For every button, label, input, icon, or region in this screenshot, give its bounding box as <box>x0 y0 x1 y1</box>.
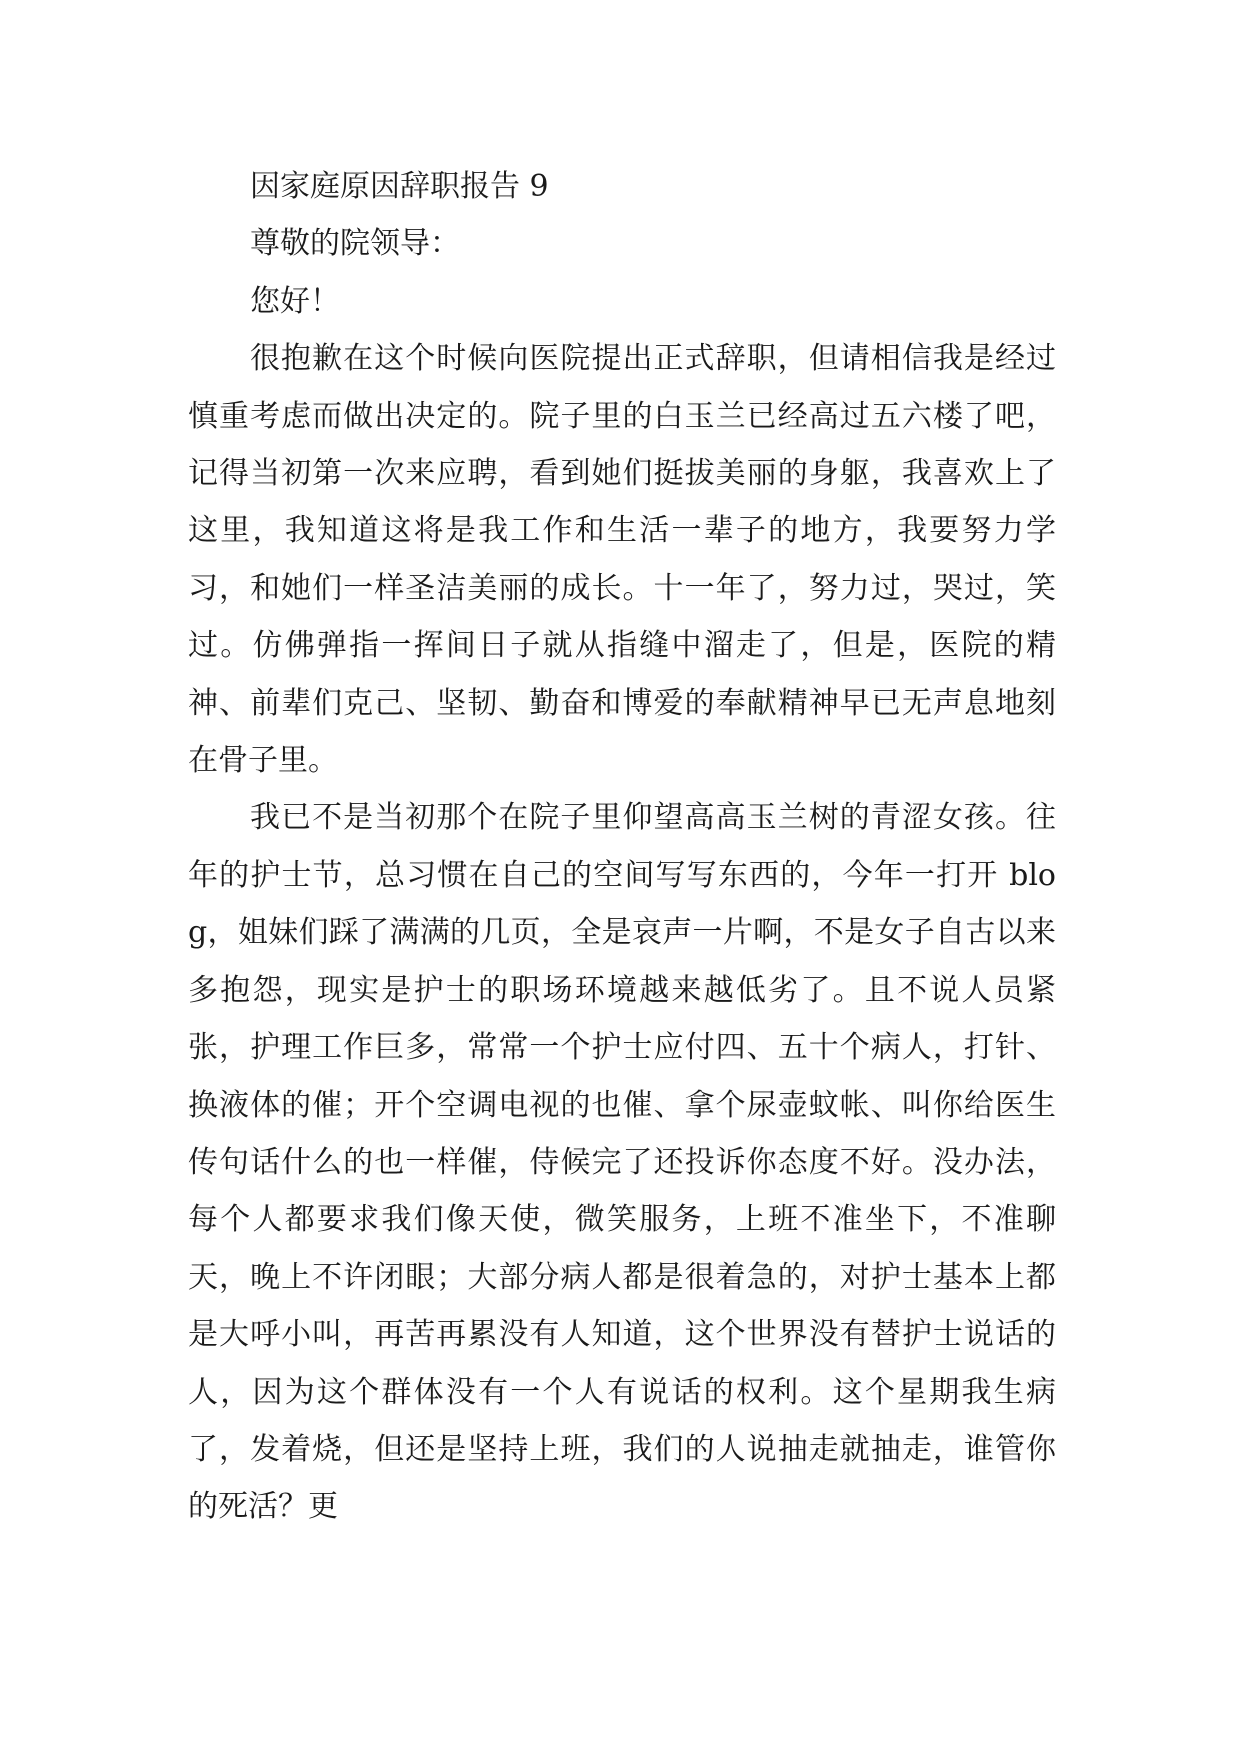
salutation: 尊敬的院领导： <box>250 226 460 262</box>
body-paragraph: 我已不是当初那个在院子里仰望高高玉兰树的青涩女孩。往年的护士节，总习惯在自己的空间写写东西的，今年一打开 blog，姐妹们踩了满满的几页，全是哀声一片啊，不是女子自古以来多抱怨，现实是护士的职场环境越来越低劣了。且不说人员紧张，护理工作巨多，常常一个护士应付四、五十个病人，打针、换液体的催；开个空调电视的也催、拿个尿壶蚊帐、叫你给医生传句话什么的也一样催，侍候完了还投诉你态度不好。没办法，每个人都要求我们像天使，微笑服务，上班不准坐下，不准聊天，晚上不许闭眼；大部分病人都是很着急的，对护士基本上都是大呼小叫，再苦再累没有人知道，这个世界没有替护士说话的人，因为这个群体没有一个人有说话的权利。这个星期我生病了，发着烧，但还是坚持上班，我们的人说抽走就抽走，谁管你的死活？更 <box>188 800 1056 1525</box>
document-body <box>188 158 1056 1536</box>
body-paragraph: 很抱歉在这个时候向医院提出正式辞职，但请相信我是经过慎重考虑而做出决定的。院子里的白玉兰已经高过五六楼了吧，记得当初第一次来应聘，看到她们挺拔美丽的身躯，我喜欢上了这里，我知道这将是我工作和生活一辈子的地方，我要努力学习，和她们一样圣洁美丽的成长。十一年了，努力过，哭过，笑过。仿佛弹指一挥间日子就从指缝中溜走了，但是，医院的精神、前辈们克己、坚韧、勤奋和博爱的奉献精神早已无声息地刻在骨子里。 <box>188 341 1056 779</box>
greeting: 您好！ <box>250 283 340 319</box>
document-title: 因家庭原因辞职报告 9 <box>250 169 549 204</box>
